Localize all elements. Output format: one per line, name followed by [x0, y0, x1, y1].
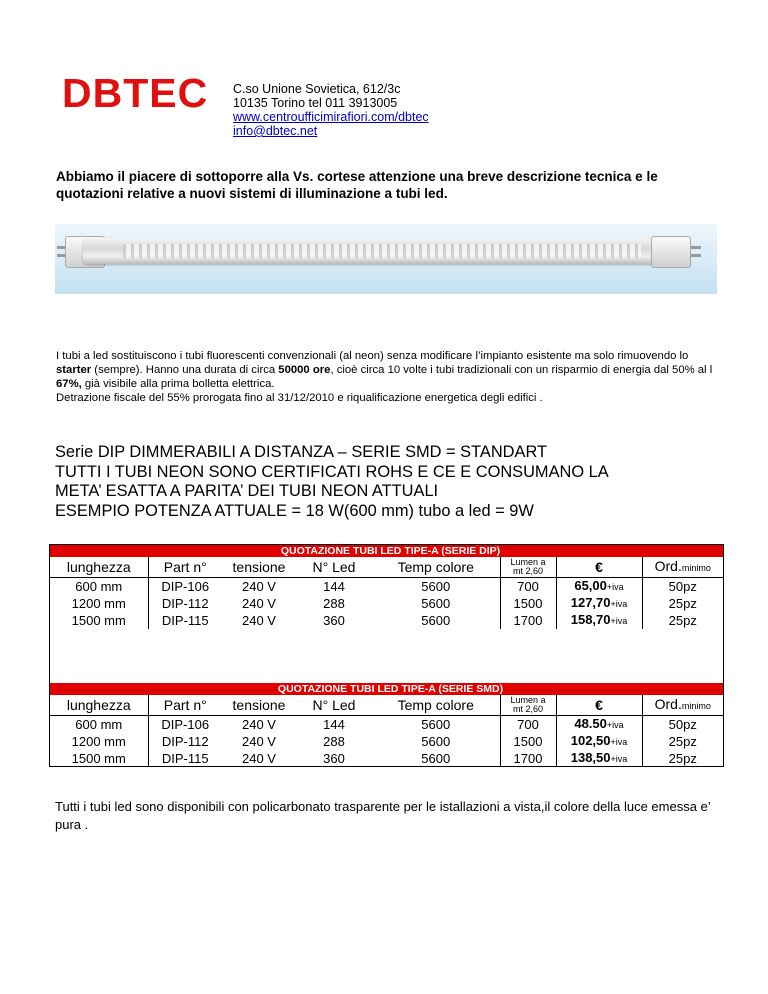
cell-lumen: 1500 — [500, 733, 556, 750]
company-logo: DBTEC — [62, 70, 209, 116]
table-row — [50, 750, 723, 767]
intro-text: Abbiamo il piacere di sottoporre alla Vs. cortese attenzione una breve descrizione tecnica e le quotazioni relative a nuovi sistemi di illuminazione a tubi led. — [56, 169, 658, 201]
price-table-dip — [49, 544, 724, 686]
col-tensione: tensione — [222, 557, 296, 578]
price-value: 65,00 — [574, 578, 607, 593]
cell-price — [556, 733, 642, 750]
table-row — [50, 578, 723, 596]
cell-tensione: 240 V — [242, 733, 276, 749]
cell-price — [556, 595, 642, 612]
cell-part: DIP-112 — [148, 595, 222, 612]
cell-ord-minimo: 25pz — [642, 612, 723, 629]
desc-bold-starter: starter — [56, 364, 92, 376]
cell-tensione: 240 V — [242, 750, 276, 766]
price-iva: +iva — [610, 754, 628, 764]
description-paragraph-1 — [56, 349, 722, 391]
price-iva: +iva — [610, 599, 628, 609]
desc-text: già visibile alla prima bolletta elettrica. — [81, 378, 275, 390]
cell-tensione: 240 V — [242, 578, 276, 594]
cell-lumen: 700 — [500, 716, 556, 734]
series-line: ESEMPIO POTENZA ATTUALE = 18 W(600 mm) tubo a led = 9W — [55, 501, 534, 520]
cell-nled: 288 — [323, 595, 345, 611]
col-ord — [642, 695, 723, 716]
cell-part: DIP-106 — [148, 578, 222, 596]
cell-ord-minimo: 25pz — [642, 733, 723, 750]
cell-part: DIP-112 — [148, 733, 222, 750]
description — [56, 349, 722, 405]
cell-nled: 144 — [323, 578, 345, 594]
cell-lunghezza: 1200 mm — [71, 595, 126, 611]
series-line: Serie DIP DIMMERABILI A DISTANZA – SERIE SMD = STANDART — [55, 443, 547, 461]
cell-nled: 360 — [323, 612, 345, 628]
table-grid — [50, 695, 723, 767]
tube-pin — [691, 246, 701, 249]
ord-label: Ord. — [654, 696, 682, 712]
cell-tensione: 240 V — [242, 595, 276, 611]
cell-lunghezza: 1500 mm — [71, 750, 126, 766]
col-nled: N° Led — [296, 557, 372, 578]
cell-temp: 5600 — [421, 612, 451, 628]
cell-tensione: 240 V — [242, 716, 276, 732]
price-table-smd — [49, 683, 724, 767]
cell-part: DIP-115 — [148, 612, 222, 629]
price-value: 138,50 — [570, 750, 611, 765]
price-iva: +iva — [610, 737, 628, 747]
cell-price — [556, 578, 642, 596]
table-row — [50, 716, 723, 734]
table-body — [50, 716, 723, 768]
address-line-2: 10135 Torino tel 011 3913005 — [233, 96, 398, 110]
cell-nled: 360 — [323, 750, 345, 766]
desc-bold-percent: 67%, — [56, 378, 82, 390]
ord-sub: minimo — [681, 563, 711, 573]
cell-lumen: 1500 — [500, 595, 556, 612]
price-iva: +iva — [610, 616, 628, 626]
col-temp: Temp colore — [372, 557, 500, 578]
table-header-row — [50, 557, 723, 578]
address-line-1: C.so Unione Sovietica, 612/3c — [233, 82, 401, 96]
table-title: QUOTAZIONE TUBI LED TIPE-A (SERIE SMD) — [50, 683, 723, 695]
led-tube-image — [55, 224, 717, 294]
tube-end-cap-right — [651, 236, 691, 268]
price-value: 48.50 — [574, 716, 607, 731]
cell-lumen: 1700 — [500, 750, 556, 767]
cell-lunghezza: 600 mm — [75, 716, 123, 732]
led-strip — [123, 244, 641, 258]
series-heading — [55, 443, 725, 521]
description-paragraph-2: Detrazione fiscale del 55% prorogata fino al 31/12/2010 e riqualificazione energetica degli edifici . — [56, 392, 543, 404]
cell-price — [556, 612, 642, 629]
table-row — [50, 733, 723, 750]
table-row — [50, 595, 723, 612]
cell-part: DIP-115 — [148, 750, 222, 767]
lumen-sub: mt 2,60 — [512, 704, 543, 714]
cell-ord-minimo: 25pz — [642, 595, 723, 612]
footer-note: Tutti i tubi led sono disponibili con policarbonato trasparente per le istallazioni a vista,il colore della luce emessa e’ pura . — [55, 799, 711, 832]
cell-temp: 5600 — [421, 716, 451, 732]
table-title: QUOTAZIONE TUBI LED TIPE-A (SERIE DIP) — [50, 545, 723, 557]
table-header-row — [50, 695, 723, 716]
col-lumen — [500, 557, 556, 578]
cell-nled: 144 — [323, 716, 345, 732]
cell-lumen: 1700 — [500, 612, 556, 629]
cell-temp: 5600 — [421, 578, 451, 594]
price-value: 158,70 — [570, 612, 611, 627]
lumen-sub: mt 2,60 — [512, 566, 543, 576]
cell-temp: 5600 — [421, 733, 451, 749]
col-tensione: tensione — [222, 695, 296, 716]
table-grid — [50, 557, 723, 629]
lumen-label: Lumen a — [510, 557, 546, 567]
cell-price — [556, 750, 642, 767]
col-lumen — [500, 695, 556, 716]
table-row — [50, 612, 723, 629]
cell-lunghezza: 600 mm — [75, 578, 123, 594]
lumen-label: Lumen a — [510, 695, 546, 705]
cell-lunghezza: 1200 mm — [71, 733, 126, 749]
series-line: TUTTI I TUBI NEON SONO CERTIFICATI ROHS E CE E CONSUMANO LA — [55, 462, 609, 481]
col-euro: € — [556, 557, 642, 578]
col-part: Part n° — [148, 695, 222, 716]
col-euro: € — [556, 695, 642, 716]
cell-part: DIP-106 — [148, 716, 222, 734]
cell-temp: 5600 — [421, 750, 451, 766]
email-link[interactable]: info@dbtec.net — [233, 124, 318, 138]
cell-tensione: 240 V — [242, 612, 276, 628]
desc-text: (sempre). Hanno una durata di circa — [91, 364, 279, 376]
price-iva: +iva — [606, 720, 624, 730]
table-body — [50, 578, 723, 630]
col-lunghezza: lunghezza — [50, 557, 148, 578]
led-tube — [83, 238, 681, 264]
col-part: Part n° — [148, 557, 222, 578]
cell-ord-minimo: 50pz — [642, 716, 723, 734]
website-link[interactable]: www.centroufficimirafiori.com/dbtec — [233, 110, 429, 124]
tube-pin — [691, 254, 701, 257]
ord-label: Ord. — [654, 558, 682, 574]
price-value: 127,70 — [570, 595, 611, 610]
cell-nled: 288 — [323, 733, 345, 749]
desc-text: , cioè circa 10 volte i tubi tradizionali con un risparmio di energia dal 50% al l — [330, 364, 713, 376]
col-nled: N° Led — [296, 695, 372, 716]
cell-lumen: 700 — [500, 578, 556, 596]
cell-temp: 5600 — [421, 595, 451, 611]
price-iva: +iva — [606, 582, 624, 592]
company-address — [233, 82, 429, 138]
ord-sub: minimo — [681, 701, 711, 711]
series-line: META’ ESATTA A PARITA’ DEI TUBI NEON ATTUALI — [55, 482, 439, 500]
desc-bold-hours: 50000 ore — [278, 364, 331, 376]
col-temp: Temp colore — [372, 695, 500, 716]
cell-lunghezza: 1500 mm — [71, 612, 126, 628]
col-lunghezza: lunghezza — [50, 695, 148, 716]
price-value: 102,50 — [570, 733, 611, 748]
cell-ord-minimo: 50pz — [642, 578, 723, 596]
desc-text: I tubi a led sostituiscono i tubi fluorescenti convenzionali (al neon) senza modificare l’impianto esistente ma solo rimuovendo lo — [56, 350, 689, 362]
cell-ord-minimo: 25pz — [642, 750, 723, 767]
cell-price — [556, 716, 642, 734]
col-ord — [642, 557, 723, 578]
